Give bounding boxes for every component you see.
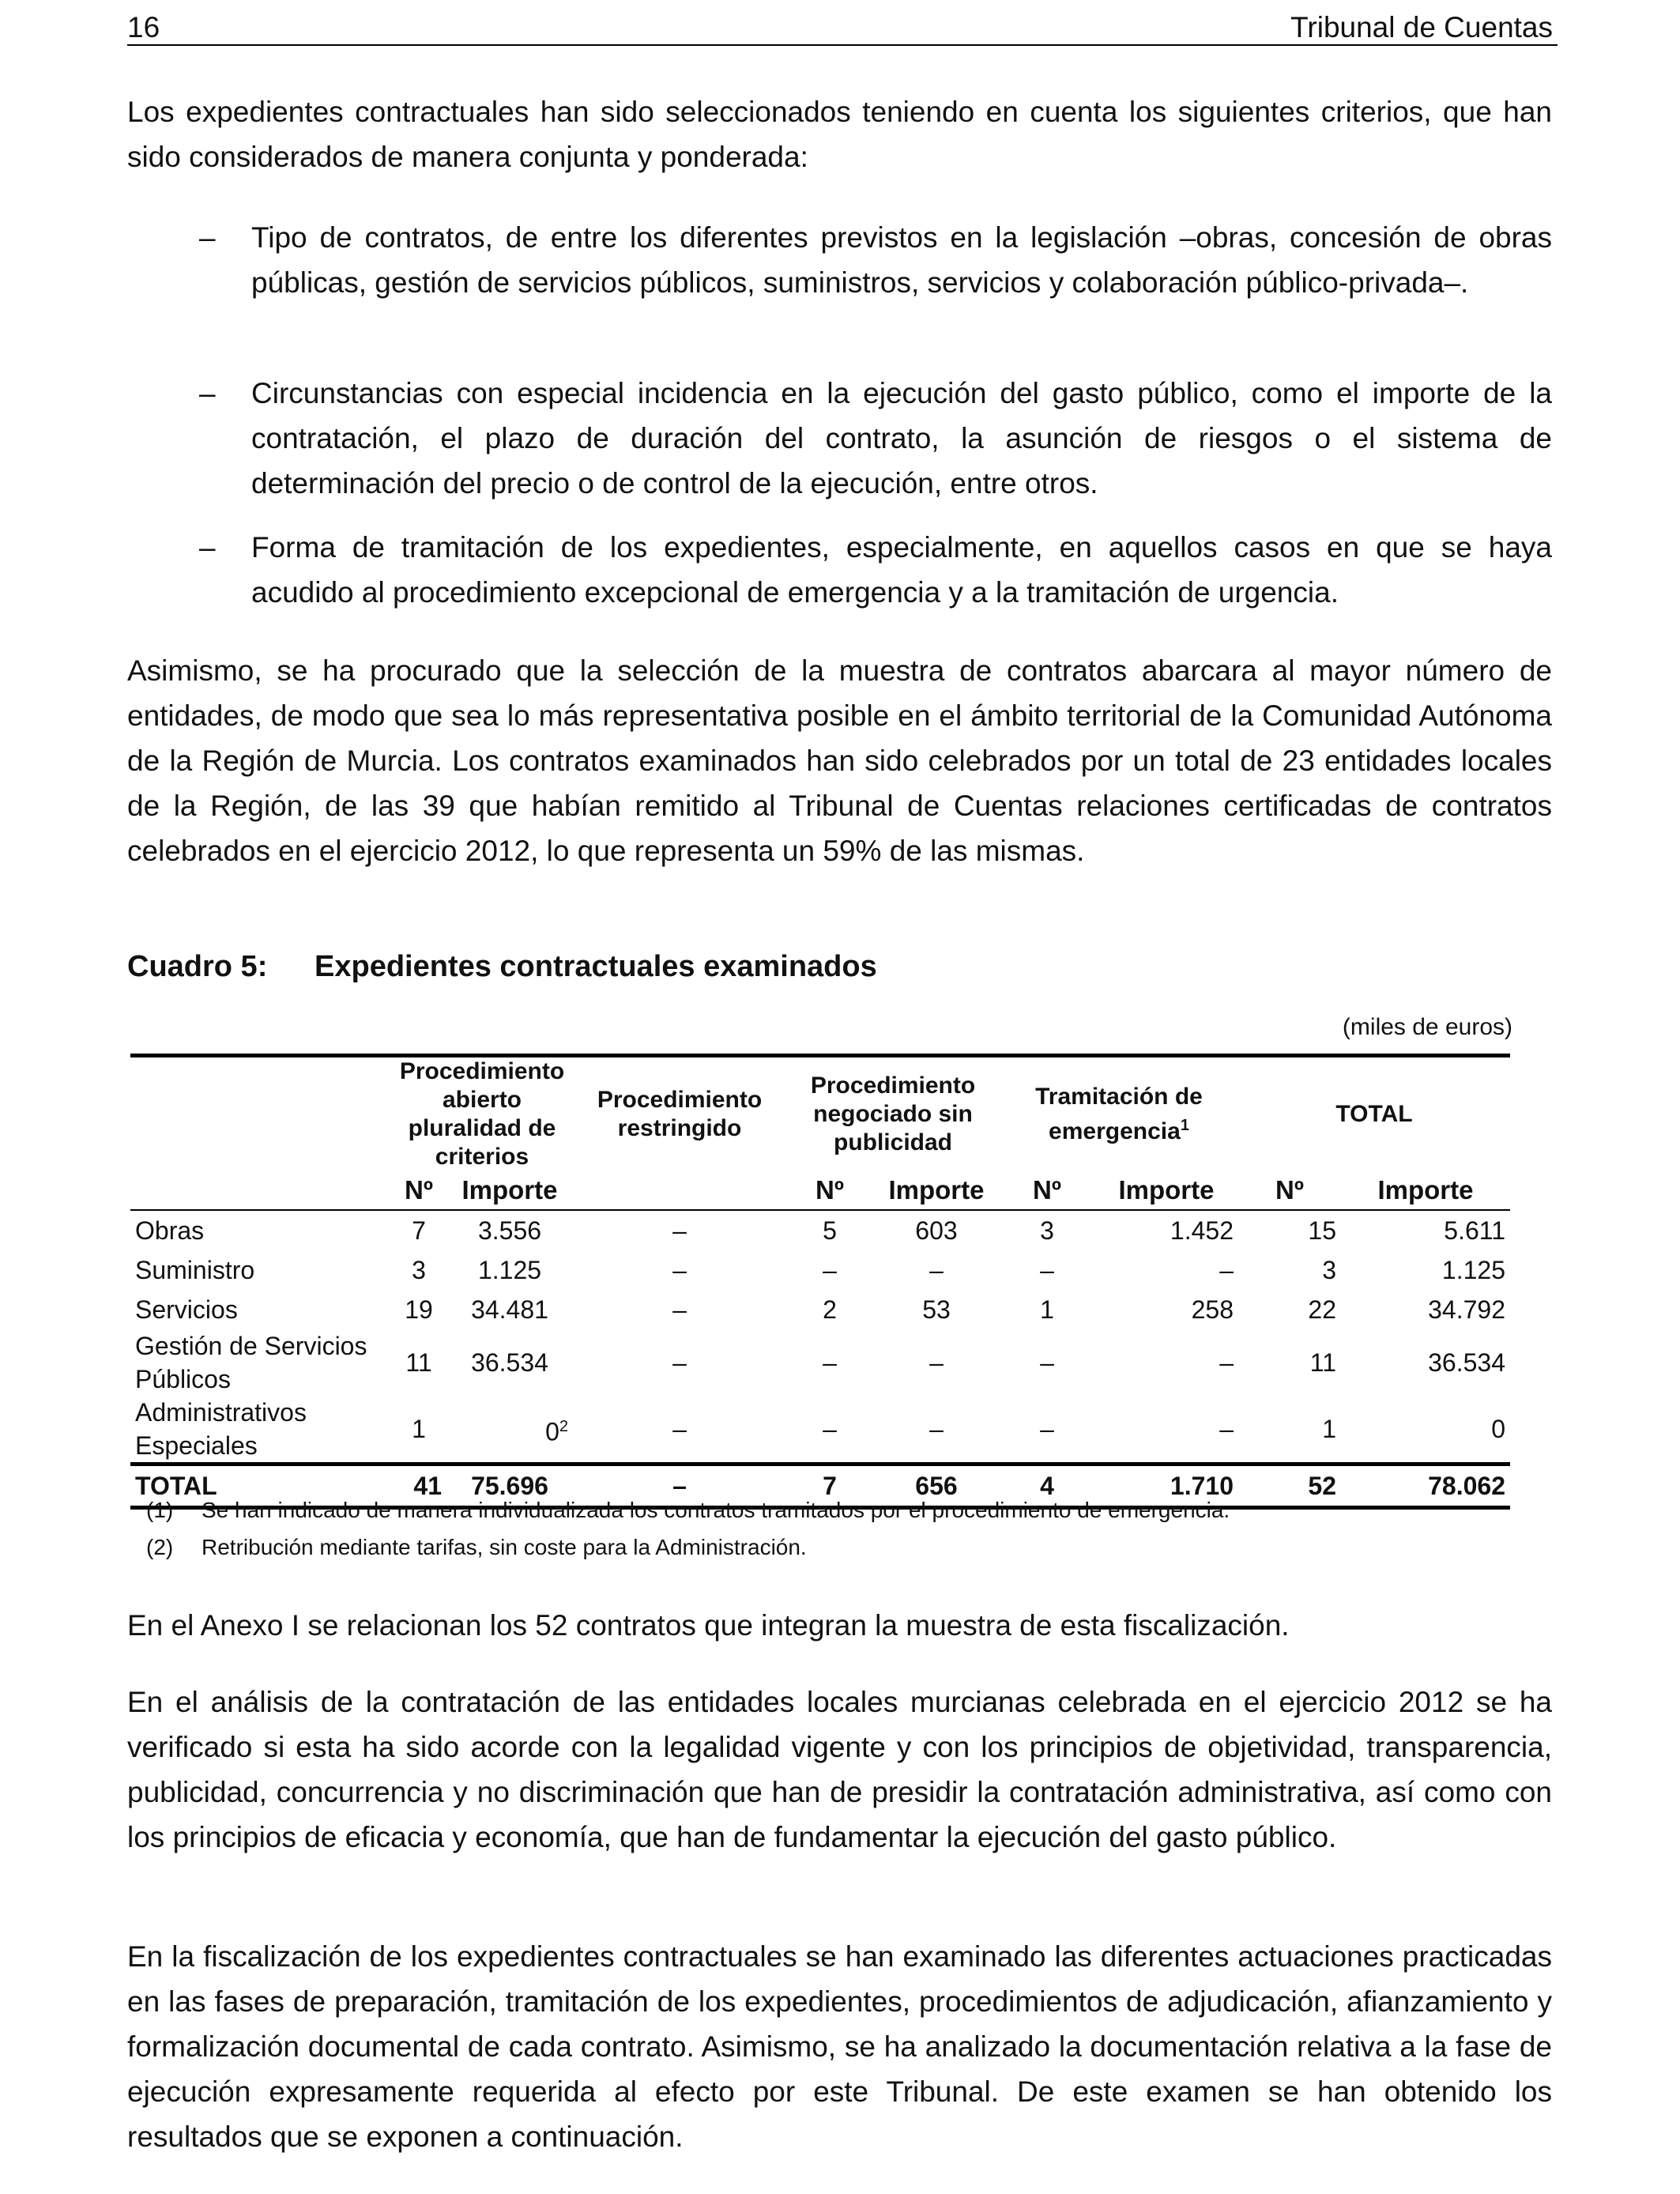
table-units: (miles de euros) [1342, 1014, 1512, 1040]
cell-emergency-n: – [1040, 1255, 1054, 1284]
subheader-importe: Importe [1341, 1171, 1510, 1210]
cell-negotiated-importe: – [929, 1348, 944, 1377]
cell-open-n: 1 [412, 1415, 426, 1443]
cell-negotiated-n: 5 [823, 1216, 837, 1245]
header-emergency [1000, 1056, 1238, 1172]
cell-total-n: 3 [1322, 1255, 1336, 1284]
cell-total-importe: 36.534 [1428, 1348, 1505, 1377]
cell-open-importe: 34.481 [471, 1295, 548, 1324]
table-row [130, 1329, 1510, 1396]
cell-open-importe: 1.125 [477, 1255, 542, 1284]
sample-paragraph: Asimismo, se ha procurado que la selección de la muestra de contratos abarcara al mayor número de entidades, de modo que sea lo más representativa posible en el ámbito territorial de la Comunidad Autónoma de la Región de Murcia. Los contratos examinados han sido celebrados por un total de 23 entidades locales de la Región, de las 39 que habían remitido al Tribunal de Cuentas relaciones certificadas de contratos celebrados en el ejercicio 2012, lo que representa un 59% de las mismas. [127, 654, 1552, 867]
row-label: Servicios [135, 1295, 238, 1324]
annex-paragraph: En el Anexo I se relacionan los 52 contratos que integran la muestra de esta fiscalización. [127, 1609, 1290, 1642]
total-negotiated-n: 7 [786, 1465, 873, 1508]
table-caption-title: Expedientes contractuales examinados [315, 950, 877, 983]
subheader-n: Nº [391, 1171, 446, 1210]
cell-total-importe: 5.611 [1444, 1216, 1505, 1245]
header-negotiated-procedure: Procedimiento negociado sin publicidad [786, 1056, 1000, 1172]
cell-restricted: – [672, 1295, 687, 1324]
bullet-marker: – [199, 221, 216, 254]
intro-paragraph: Los expedientes contractuales han sido seleccionados teniendo en cuenta los siguientes criterios, que han sido considerados de manera conjunta y ponderada: [127, 96, 1552, 173]
cell-emergency-importe: – [1219, 1415, 1234, 1443]
cell-negotiated-importe: 603 [915, 1216, 958, 1245]
footnote-ref-1: 1 [1180, 1117, 1189, 1134]
cell-emergency-importe: – [1219, 1348, 1234, 1377]
subheader-importe: Importe [446, 1171, 573, 1210]
total-emergency-n: 4 [1000, 1465, 1094, 1508]
cell-total-importe: 1.125 [1441, 1255, 1505, 1284]
cell-negotiated-importe: 53 [922, 1295, 951, 1324]
page-header [127, 8, 1558, 46]
cell-restricted: – [672, 1255, 687, 1284]
subheader-n: Nº [1000, 1171, 1094, 1210]
subheader-importe: Importe [873, 1171, 1000, 1210]
bullet-item-processing: Forma de tramitación de los expedientes, especialmente, en aquellos casos en que se haya acudido al procedimiento excepcional de emergencia y a la tramitación de urgencia. [251, 531, 1552, 609]
cell-negotiated-importe: – [929, 1415, 944, 1443]
cell-restricted: – [672, 1348, 687, 1377]
cell-negotiated-importe: – [929, 1255, 944, 1284]
bullet-marker: – [199, 531, 216, 564]
table-row [130, 1290, 1510, 1329]
header-open-procedure: Procedimiento abierto pluralidad de criterios [391, 1056, 573, 1172]
cell-emergency-importe: – [1219, 1255, 1234, 1284]
cell-open-n: 7 [412, 1216, 426, 1245]
table-caption-label: Cuadro 5: [127, 950, 268, 983]
cell-open-n: 19 [405, 1295, 433, 1324]
row-label: Obras [135, 1216, 205, 1245]
cell-total-importe: 0 [1491, 1415, 1505, 1443]
subheader-n: Nº [1238, 1171, 1341, 1210]
cell-total-n: 22 [1308, 1295, 1336, 1324]
row-label: Suministro [135, 1255, 255, 1284]
total-total-n: 52 [1238, 1465, 1341, 1508]
table-row [130, 1396, 1510, 1465]
cell-total-n: 1 [1322, 1415, 1336, 1443]
cell-open-importe: 3.556 [477, 1216, 542, 1245]
row-label: Gestión de Servicios Públicos [135, 1332, 367, 1393]
total-open-n: 41 [391, 1465, 446, 1508]
table-row [130, 1210, 1510, 1250]
cell-open-n: 11 [405, 1348, 432, 1377]
cell-emergency-n: – [1040, 1415, 1054, 1443]
cell-negotiated-n: – [823, 1415, 837, 1443]
table-header-group-row [130, 1056, 1510, 1172]
bullet-marker: – [199, 377, 216, 409]
total-negotiated-importe: 656 [873, 1465, 1000, 1508]
cell-restricted: – [672, 1216, 687, 1245]
subheader-n: Nº [786, 1171, 873, 1210]
row-label: Administrativos Especiales [135, 1398, 307, 1460]
cell-open-n: 3 [412, 1255, 426, 1284]
table-footnote-2 [146, 1535, 1490, 1563]
cell-open-importe: 36.534 [471, 1348, 548, 1377]
footnote-number: (1) [146, 1498, 174, 1522]
total-restricted: – [573, 1465, 786, 1508]
header-restricted-procedure: Procedimiento restringido [573, 1056, 786, 1172]
header-emergency-label: Tramitación de emergencia [1035, 1084, 1203, 1144]
cell-emergency-n: 3 [1040, 1216, 1054, 1245]
total-total-importe: 78.062 [1341, 1465, 1510, 1508]
cell-total-n: 15 [1308, 1216, 1336, 1245]
cell-total-n: 11 [1309, 1348, 1336, 1377]
cell-negotiated-n: – [823, 1348, 837, 1377]
analysis-paragraph: En el análisis de la contratación de las entidades locales murcianas celebrada en el ejercicio 2012 se ha verificado si esta ha sido acorde con la legalidad vigente y con los principios de objetividad, transparencia, publicidad, concurrencia y no discriminación que han de presidir la contratación administrativa, así como con los principios de eficacia y economía, que han de fundamentar la ejecución del gasto público. [127, 1686, 1552, 1853]
cell-restricted: – [672, 1415, 687, 1443]
total-label: TOTAL [130, 1465, 391, 1508]
cell-emergency-n: – [1040, 1348, 1054, 1377]
bullet-item-contract-type: Tipo de contratos, de entre los diferentes previstos en la legislación –obras, concesión de obras públicas, gestión de servicios públicos, suministros, servicios y colaboración público-privada–. [251, 221, 1552, 299]
table-footnote-1 [146, 1498, 1490, 1526]
cell-emergency-importe: 1.452 [1170, 1216, 1234, 1245]
bullet-item-circumstances: Circunstancias con especial incidencia en la ejecución del gasto público, como el importe de la contratación, el plazo de duración del contrato, la asunción de riesgos o el sistema de determinación del precio o de control de la ejecución, entre otros. [251, 377, 1552, 499]
header-empty-cell [130, 1056, 391, 1172]
cell-open-importe-value: 0 [545, 1417, 559, 1446]
cell-open-importe [446, 1396, 573, 1465]
cell-total-importe: 34.792 [1428, 1295, 1505, 1324]
total-emergency-importe: 1.710 [1094, 1465, 1238, 1508]
table-row [130, 1250, 1510, 1290]
running-title: Tribunal de Cuentas [1290, 11, 1553, 43]
examination-paragraph: En la fiscalización de los expedientes contractuales se han examinado las diferentes actuaciones practicadas en las fases de preparación, tramitación de los expedientes, procedimientos de adjudicación, afianzamiento y formalización documental de cada contrato. Asimismo, se ha analizado la documentación relativa a la fase de ejecución expresamente requerida al efecto por este Tribunal. De este examen se han obtenido los resultados que se exponen a continuación. [127, 1940, 1552, 2153]
footnote-text: Retribución mediante tarifas, sin coste para la Administración. [202, 1535, 807, 1559]
cell-emergency-importe: 258 [1191, 1295, 1234, 1324]
footnote-ref-2: 2 [559, 1417, 568, 1435]
cell-emergency-n: 1 [1040, 1295, 1054, 1324]
page-number: 16 [127, 11, 160, 43]
contracts-table [130, 1054, 1510, 1510]
footnote-text: Se han indicado de manera individualizada los contratos tramitados por el procedimiento de emergencia. [202, 1498, 1230, 1522]
subheader-importe: Importe [1094, 1171, 1238, 1210]
cell-negotiated-n: 2 [823, 1295, 837, 1324]
total-open-importe: 75.696 [446, 1465, 573, 1508]
cell-negotiated-n: – [823, 1255, 837, 1284]
header-total: TOTAL [1238, 1056, 1510, 1172]
table-subheader-row [130, 1171, 1510, 1210]
footnote-number: (2) [146, 1535, 174, 1559]
